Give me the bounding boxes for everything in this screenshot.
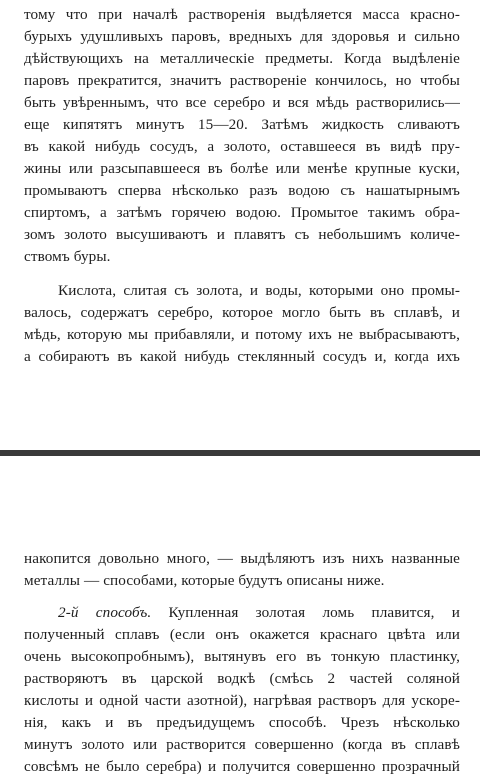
text-line: минутъ золото или растворится совершенно (когда въ сплавѣ [24,736,460,753]
text-line: дѣйствующихъ на металлическіе предметы. Когда выдѣленіе [24,50,460,67]
method-heading: 2-й способъ. [58,604,152,621]
text-line: еще кипятятъ минутъ 15—20. Затѣмъ жидкость сливаютъ [24,116,460,133]
text-line: тому что при началѣ растворенія выдѣляется масса красно- [24,6,460,23]
text-line: растворяютъ въ царской водкѣ (смѣсь 2 частей соляной [24,670,460,687]
text-line: а собираютъ въ какой нибудь стеклянный сосудъ и, когда ихъ [24,348,460,365]
text-line: ствомъ буры. [24,248,111,265]
text-line: въ какой нибудь сосудъ, а золото, оставшееся въ видѣ пру- [24,138,460,155]
text-line: быть увѣреннымъ, что все серебро и вся мѣдь растворились— [24,94,460,111]
text-line [24,602,460,624]
text-line: накопится довольно много, — выдѣляютъ изъ нихъ названные [24,550,460,567]
text-line: металлы — способами, которые будутъ описаны ниже. [24,572,385,589]
lower-page [0,456,480,775]
text-line: промываютъ сперва нѣсколько разъ водою съ нашатырнымъ [24,182,460,199]
text-line: совсѣмъ не было серебра) и получится совершенно прозрачный [24,758,460,775]
text-line: полученный сплавъ (если онъ окажется краснаго цвѣта или [24,626,460,643]
text-line: жины или разсыпавшееся въ болѣе или менѣе крупные куски, [24,160,460,177]
text-line: зомъ золото высушиваютъ и плавятъ съ небольшимъ количе- [24,226,460,243]
text-line: Кислота, слитая съ золота, и воды, которыми оно промы- [58,282,460,299]
text-line: нія, какъ и въ предъидущемъ способѣ. Чрезъ нѣсколько [24,714,460,731]
text-line: кислоты и одной части азотной), нагрѣвая растворъ для ускоре- [24,692,460,709]
text-line: валось, содержатъ серебро, которое могло быть въ сплавѣ, и [24,304,460,321]
text-line: очень высокопробнымъ), вытянувъ его въ тонкую пластинку, [24,648,460,665]
text-span: Купленная золотая ломь плавится, и [168,604,460,621]
text-line: мѣдь, которую мы прибавляли, и потому ихъ не выбрасываютъ, [24,326,460,343]
text-line: бурыхъ удушливыхъ паровъ, вредныхъ для здоровья и сильно [24,28,460,45]
text-line: паровъ прекратится, значитъ раствореніе кончилось, но чтобы [24,72,460,89]
text-line: спиртомъ, а затѣмъ горячею водою. Промытое такимъ обра- [24,204,460,221]
